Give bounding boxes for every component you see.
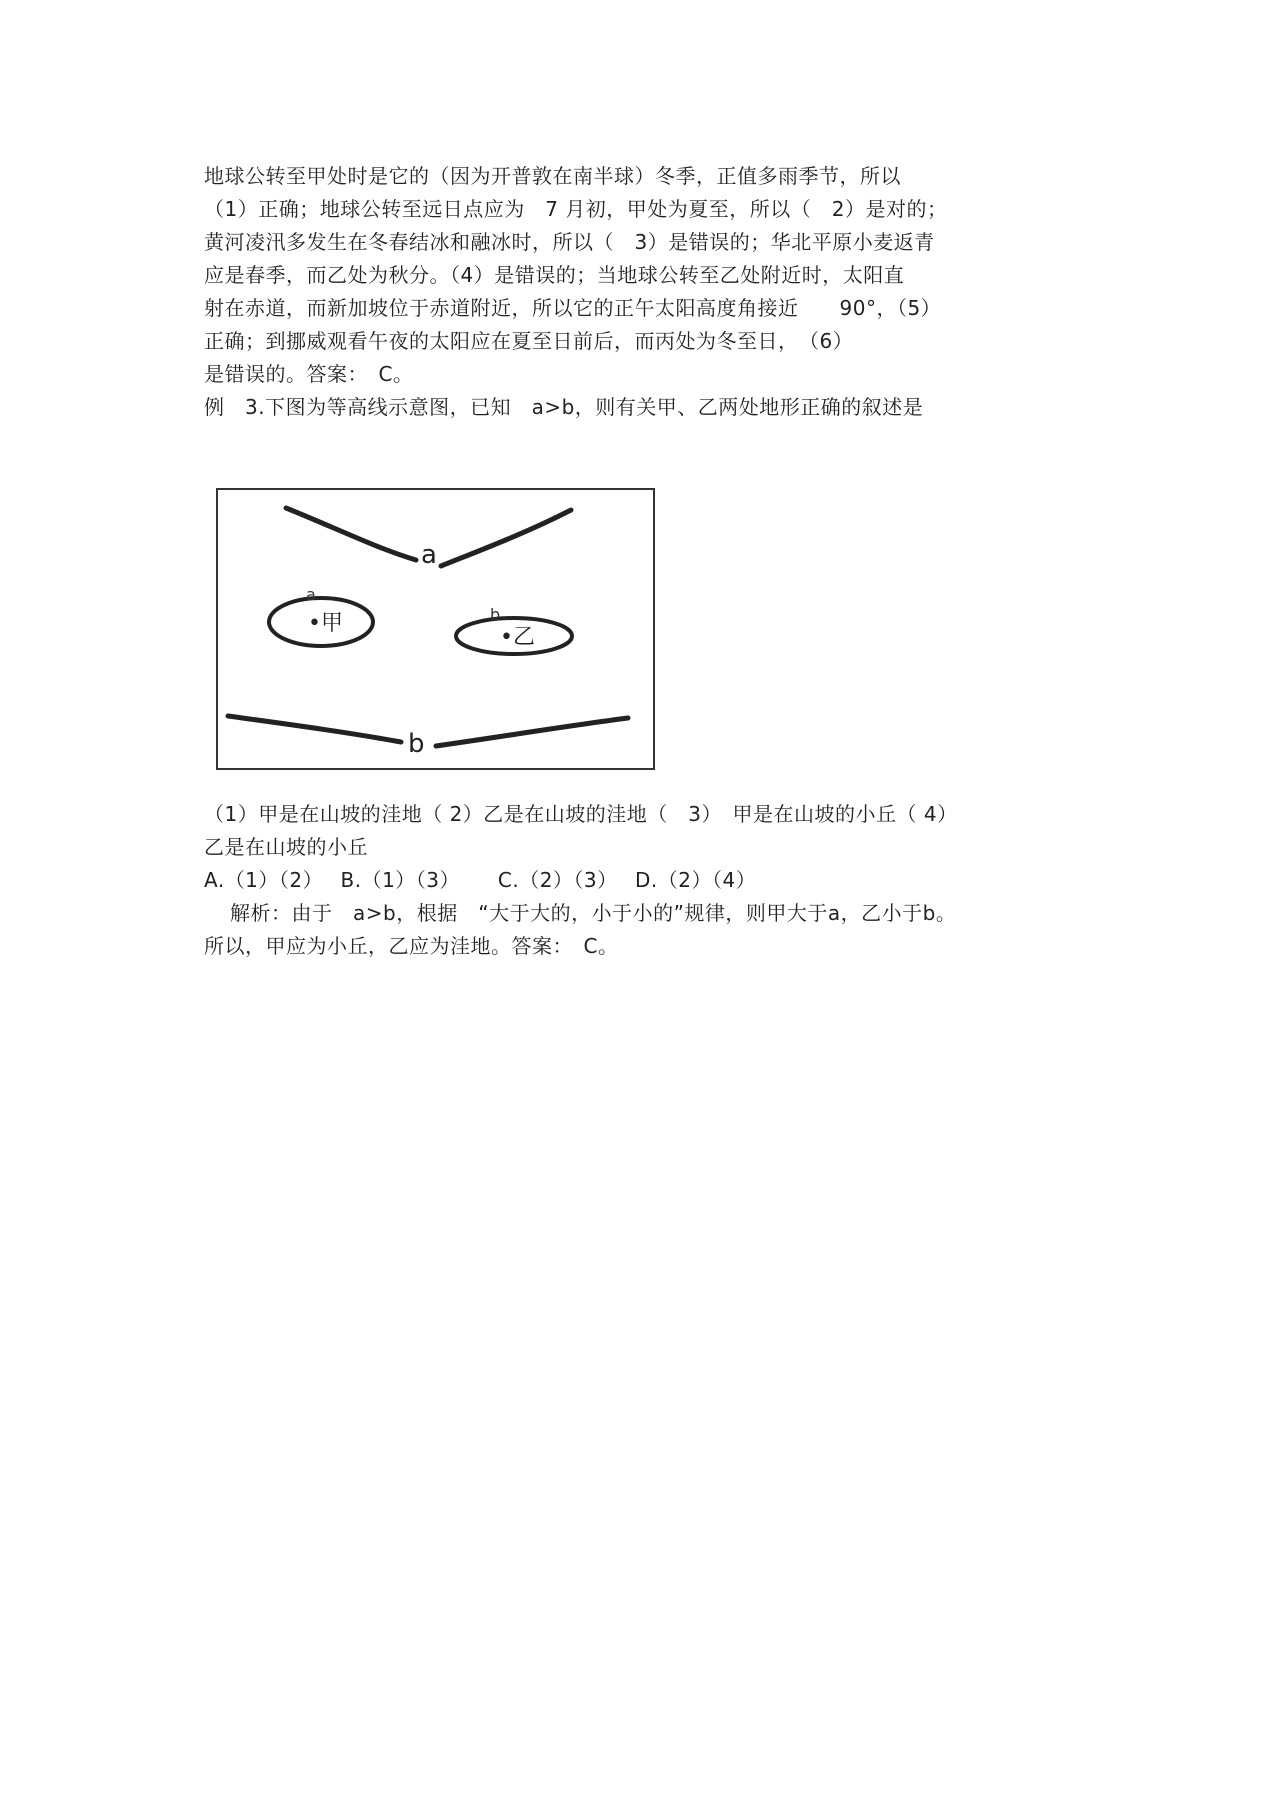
choices-line: A.（1）（2） B.（1）（3） C.（2）（3） D.（2）（4） xyxy=(204,868,757,892)
paragraph-line: 黄河凌汛多发生在冬春结冰和融冰时，所以（ 3）是错误的；华北平原小麦返青 xyxy=(204,230,935,254)
question-text: 例 3.下图为等高线示意图，已知 a>b，则有关甲、乙两处地形正确的叙述是 xyxy=(204,395,924,419)
option-line: 乙是在山坡的小丘 xyxy=(204,835,368,859)
top-contour-label: a xyxy=(421,540,437,570)
paragraph-line: （1）正确；地球公转至远日点应为 7 月初，甲处为夏至，所以（ 2）是对的； xyxy=(204,197,948,221)
answer-section xyxy=(204,798,1104,963)
contour-diagram-svg xyxy=(216,488,658,778)
explanation-paragraph xyxy=(204,160,1104,391)
diagram-frame xyxy=(217,489,654,769)
left-contour-label: a xyxy=(306,585,316,604)
paragraph-line: 射在赤道，而新加坡位于赤道附近，所以它的正午太阳高度角接近 90°，（5） xyxy=(204,296,942,320)
analysis-line: 解析：由于 a>b，根据 “大于大的，小于小的”规律，则甲大于a，乙小于b。 xyxy=(230,901,957,925)
paragraph-line: 应是春季，而乙处为秋分。（4）是错误的；当地球公转至乙处附近时，太阳直 xyxy=(204,263,905,287)
right-contour-label: b xyxy=(490,605,501,624)
bottom-contour-label: b xyxy=(408,729,425,759)
paragraph-line: 是错误的。答案： C。 xyxy=(204,362,414,386)
paragraph-line: 正确；到挪威观看午夜的太阳应在夏至日前后，而丙处为冬至日， （6） xyxy=(204,329,854,353)
contour-diagram xyxy=(216,488,658,778)
point-jia-label: •甲 xyxy=(308,611,343,636)
option-line: （1）甲是在山坡的洼地（ 2）乙是在山坡的洼地（ 3） 甲是在山坡的小丘（ 4） xyxy=(204,802,958,826)
paragraph-line: 地球公转至甲处时是它的（因为开普敦在南半球）冬季，正值多雨季节，所以 xyxy=(204,164,901,188)
analysis-line: 所以，甲应为小丘，乙应为洼地。答案： C。 xyxy=(204,934,619,958)
point-yi-label: •乙 xyxy=(500,625,535,650)
document-body xyxy=(204,160,1104,424)
